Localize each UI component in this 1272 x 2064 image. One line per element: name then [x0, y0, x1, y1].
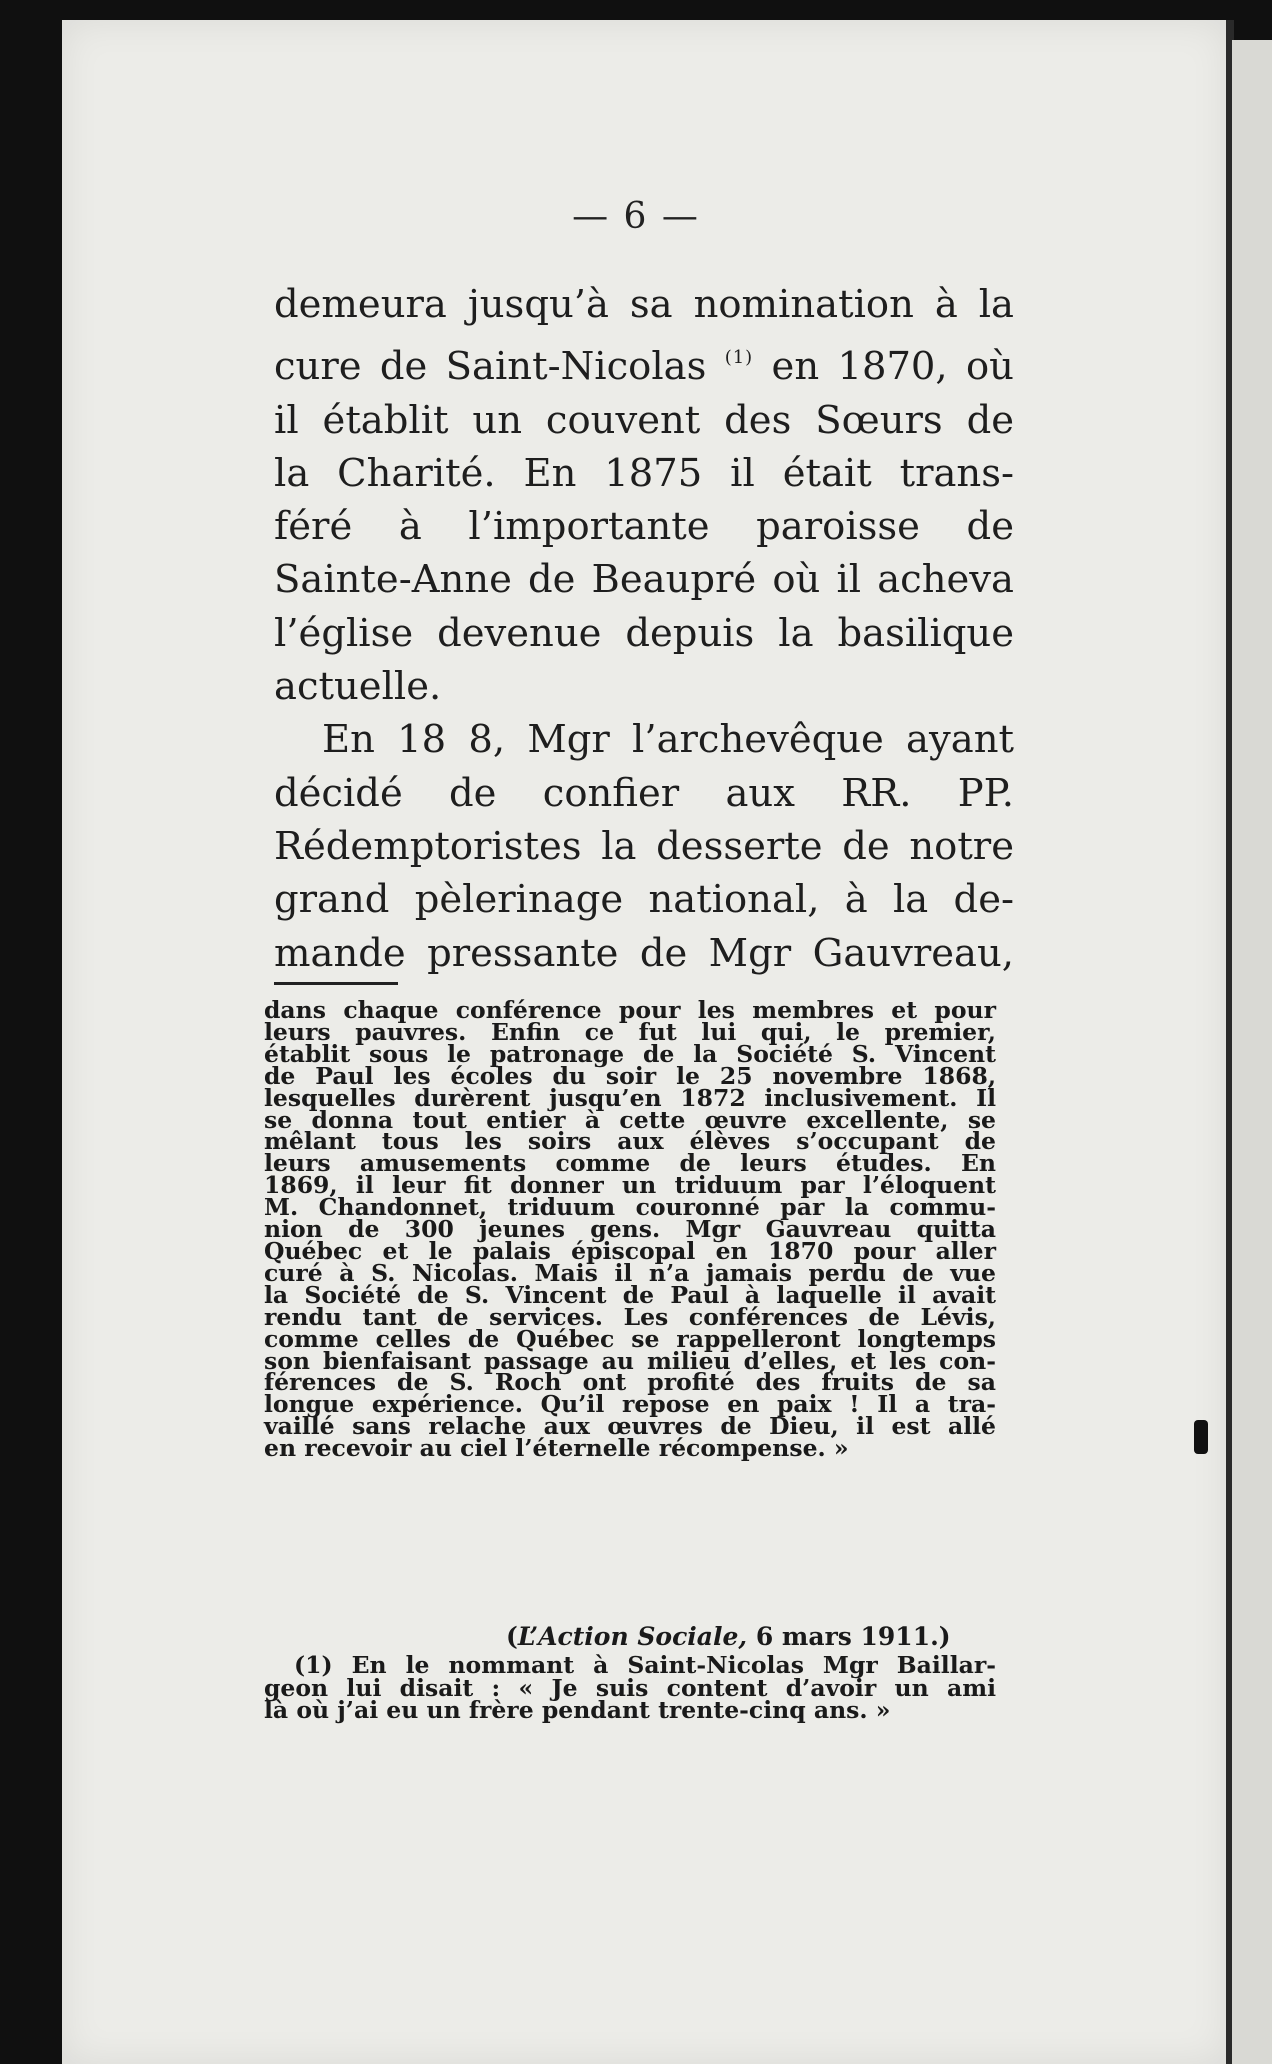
footnote-divider — [274, 982, 398, 985]
footnote-line: dans chaque conférence pour les membres et pour — [264, 996, 996, 1024]
footnote-line: se donna tout entier à cette œuvre excellente, se — [264, 1105, 996, 1134]
main-line: mande pressante de Mgr Gauvreau, — [274, 930, 1014, 976]
main-paragraphs — [274, 278, 1014, 980]
source-citation — [506, 1622, 951, 1651]
next-page-edge — [1232, 40, 1272, 2064]
main-line: grand pèlerinage national, à la de- — [274, 877, 1014, 923]
footnote-line: nion de 300 jeunes gens. Mgr Gauvreau quitta — [264, 1215, 996, 1244]
footnote-line: la Société de S. Vincent de Paul à laquelle il avait — [264, 1280, 996, 1309]
footnote-line: de Paul les écoles du soir le 25 novembre 1868, — [264, 1061, 996, 1090]
main-line: En 18 8, Mgr l’archevêque ayant — [322, 717, 1014, 763]
footnote-line: rendu tant de services. Les conférences de Lévis, — [264, 1302, 996, 1331]
main-line-with-ref — [274, 331, 1014, 393]
main-line: actuelle. — [274, 664, 442, 710]
note-line: (1) En le nommant à Saint-Nicolas Mgr Baillar- — [294, 1651, 996, 1679]
main-line-part: cure de Saint-Nicolas — [274, 344, 707, 390]
source-date: 6 mars 1911.) — [747, 1622, 951, 1651]
footnote-line: 1869, il leur fit donner un triduum par l’éloquent — [264, 1171, 996, 1200]
footnote-line: lesquelles durèrent jusqu’en 1872 inclusivement. Il — [264, 1083, 996, 1112]
source-title: L’Action Sociale, — [517, 1622, 748, 1651]
note-line: là où j’ai eu un frère pendant trente-cinq ans. » — [264, 1696, 891, 1724]
main-line: Rédemptoristes la desserte de notre — [274, 823, 1014, 869]
source-prefix: ( — [506, 1622, 518, 1651]
main-line-part: en 1870, où — [771, 344, 1014, 390]
page-number: — 6 — — [572, 196, 700, 237]
footnote-line: leurs amusements comme de leurs études. En — [264, 1149, 996, 1178]
footnote-line: mêlant tous les soirs aux élèves s’occupant de — [264, 1127, 996, 1156]
footnote-line: M. Chandonnet, triduum couronné par la commu- — [264, 1193, 996, 1222]
footnote-line: férences de S. Roch ont profité des fruits de sa — [264, 1368, 996, 1397]
main-line: décidé de confier aux RR. PP. — [274, 770, 1014, 816]
footnote-block — [264, 996, 996, 1463]
main-line: l’église devenue depuis la basilique — [274, 610, 1014, 656]
main-line: Sainte-Anne de Beaupré où il acheva — [274, 557, 1014, 603]
footnote-line: vaillé sans relache aux œuvres de Dieu, il est allé — [264, 1412, 996, 1441]
binding-mark — [1194, 1420, 1208, 1454]
main-line: il établit un couvent des Sœurs de — [274, 397, 1014, 443]
note-line: geon lui disait : « Je suis content d’avoir un ami — [264, 1673, 996, 1702]
main-line: féré à l’importante paroisse de — [274, 504, 1014, 550]
footnote-line: curé à S. Nicolas. Mais il n’a jamais perdu de vue — [264, 1258, 996, 1287]
footnote-line: leurs pauvres. Enfin ce fut lui qui, le premier, — [264, 1017, 996, 1046]
footnote-line: son bienfaisant passage au milieu d’elles, et les con- — [264, 1346, 996, 1375]
footnote-ref-marker: (1) — [724, 347, 754, 369]
main-line: la Charité. En 1875 il était trans- — [274, 450, 1014, 496]
footnote-line: longue expérience. Qu’il repose en paix ! Il a tra- — [264, 1390, 996, 1419]
footnote-line: établit sous le patronage de la Société S. Vincent — [264, 1039, 996, 1068]
footnote-line: en recevoir au ciel l’éternelle récompense. » — [264, 1434, 849, 1463]
footnote-line: Québec et le palais épiscopal en 1870 pour aller — [264, 1236, 996, 1265]
bottom-note — [264, 1651, 996, 1724]
footnote-line: comme celles de Québec se rappelleront longtemps — [264, 1324, 996, 1353]
main-line: demeura jusqu’à sa nomination à la — [274, 282, 1014, 327]
